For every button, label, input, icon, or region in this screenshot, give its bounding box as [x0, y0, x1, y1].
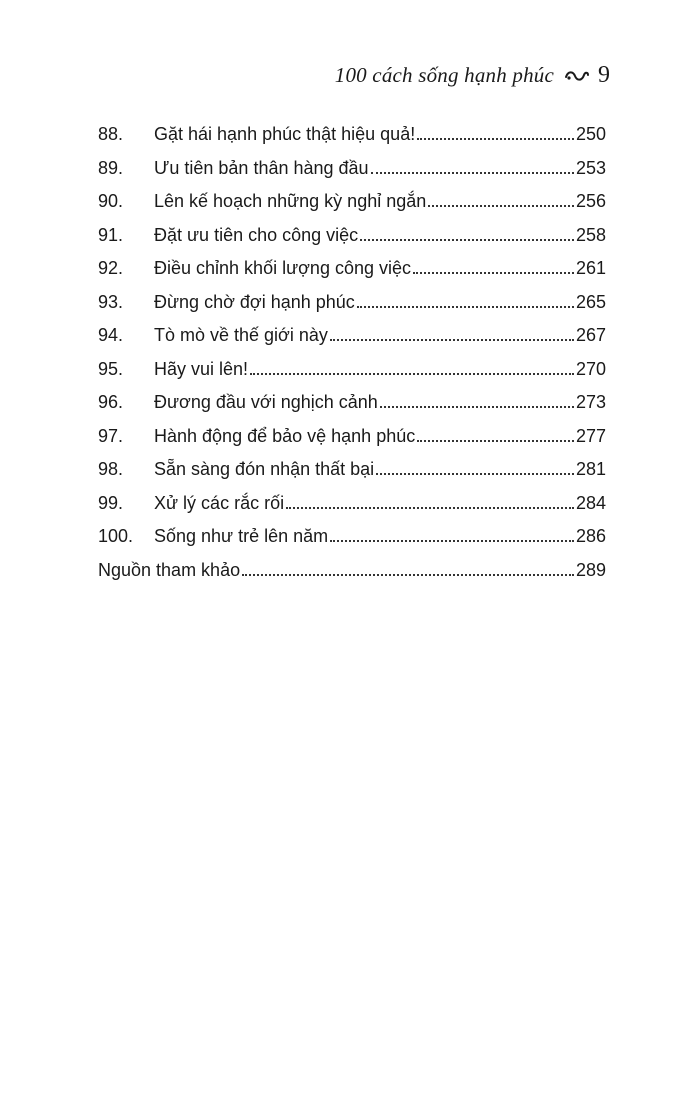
- entry-title: Sẵn sàng đón nhận thất bại: [154, 459, 375, 479]
- page-number: 9: [598, 62, 610, 88]
- dot-leader: [357, 306, 574, 308]
- entry-number: 93.: [98, 291, 124, 312]
- table-of-contents: [98, 118, 606, 587]
- entry-title: Sống như trẻ lên năm: [154, 526, 329, 546]
- entry-page: 277: [575, 425, 606, 446]
- entry-page: 256: [575, 191, 606, 211]
- toc-entry: [98, 286, 606, 320]
- entry-number: 99.: [98, 492, 124, 513]
- entry-title: Xử lý các rắc rối: [154, 492, 285, 513]
- dot-leader: [250, 373, 574, 375]
- dot-leader: [376, 473, 574, 475]
- toc-entry: [98, 453, 606, 487]
- dot-leader: [242, 574, 574, 576]
- dot-leader: [417, 138, 574, 140]
- entry-number: 88.: [98, 124, 124, 144]
- dot-leader: [330, 540, 574, 542]
- entry-number: 89.: [98, 157, 124, 178]
- dot-leader: [428, 205, 574, 207]
- entry-number: 91.: [98, 224, 124, 245]
- toc-entry: [98, 319, 606, 353]
- entry-number: 100.: [98, 526, 134, 546]
- dot-leader: [371, 172, 574, 174]
- toc-entry: [98, 353, 606, 387]
- entry-number: 98.: [98, 459, 124, 479]
- entry-page: 286: [575, 526, 606, 546]
- entry-page: 265: [575, 291, 606, 312]
- running-header: [335, 62, 610, 89]
- entry-number: 97.: [98, 425, 124, 446]
- toc-entry: [98, 118, 606, 152]
- swash-ornament-icon: [564, 69, 590, 83]
- entry-page: 258: [575, 224, 606, 245]
- dot-leader: [417, 440, 574, 442]
- toc-entry: [98, 420, 606, 454]
- dot-leader: [286, 507, 574, 509]
- entry-page: 261: [575, 258, 606, 278]
- entry-page: 281: [575, 459, 606, 479]
- entry-title: Tò mò về thế giới này: [154, 325, 328, 345]
- dot-leader: [360, 239, 574, 241]
- entry-title: Điều chỉnh khối lượng công việc: [154, 258, 411, 278]
- entry-page: 253: [575, 157, 606, 178]
- entry-page: 267: [575, 325, 606, 345]
- dot-leader: [380, 406, 574, 408]
- entry-title: Hành động để bảo vệ hạnh phúc: [154, 425, 416, 446]
- entry-page: 273: [575, 392, 606, 412]
- toc-entry: [98, 252, 606, 286]
- entry-title: Hãy vui lên!: [154, 358, 249, 379]
- entry-title: Lên kế hoạch những kỳ nghỉ ngắn: [154, 191, 427, 211]
- entry-page: 250: [575, 124, 606, 144]
- entry-number: 95.: [98, 358, 124, 379]
- toc-entry: [98, 520, 606, 554]
- entry-page: 270: [575, 358, 606, 379]
- entry-page: 284: [575, 492, 606, 513]
- references-title: Nguồn tham khảo: [98, 559, 241, 580]
- toc-entry: [98, 219, 606, 253]
- toc-references-entry: [98, 554, 606, 588]
- entry-title: Đương đầu với nghịch cảnh: [154, 392, 378, 412]
- book-title: 100 cách sống hạnh phúc: [334, 63, 554, 87]
- toc-entry: [98, 185, 606, 219]
- entry-number: 94.: [98, 325, 124, 345]
- toc-entry: [98, 386, 606, 420]
- entry-title: Đặt ưu tiên cho công việc: [154, 224, 359, 245]
- entry-title: Gặt hái hạnh phúc thật hiệu quả!: [154, 124, 416, 144]
- entry-title: Ưu tiên bản thân hàng đầu: [154, 157, 369, 178]
- entry-number: 96.: [98, 392, 124, 412]
- dot-leader: [330, 339, 574, 341]
- references-page: 289: [575, 559, 606, 580]
- entry-number: 90.: [98, 191, 124, 211]
- toc-entry: [98, 152, 606, 186]
- entry-title: Đừng chờ đợi hạnh phúc: [154, 291, 355, 312]
- entry-number: 92.: [98, 258, 124, 278]
- toc-entry: [98, 487, 606, 521]
- dot-leader: [413, 272, 574, 274]
